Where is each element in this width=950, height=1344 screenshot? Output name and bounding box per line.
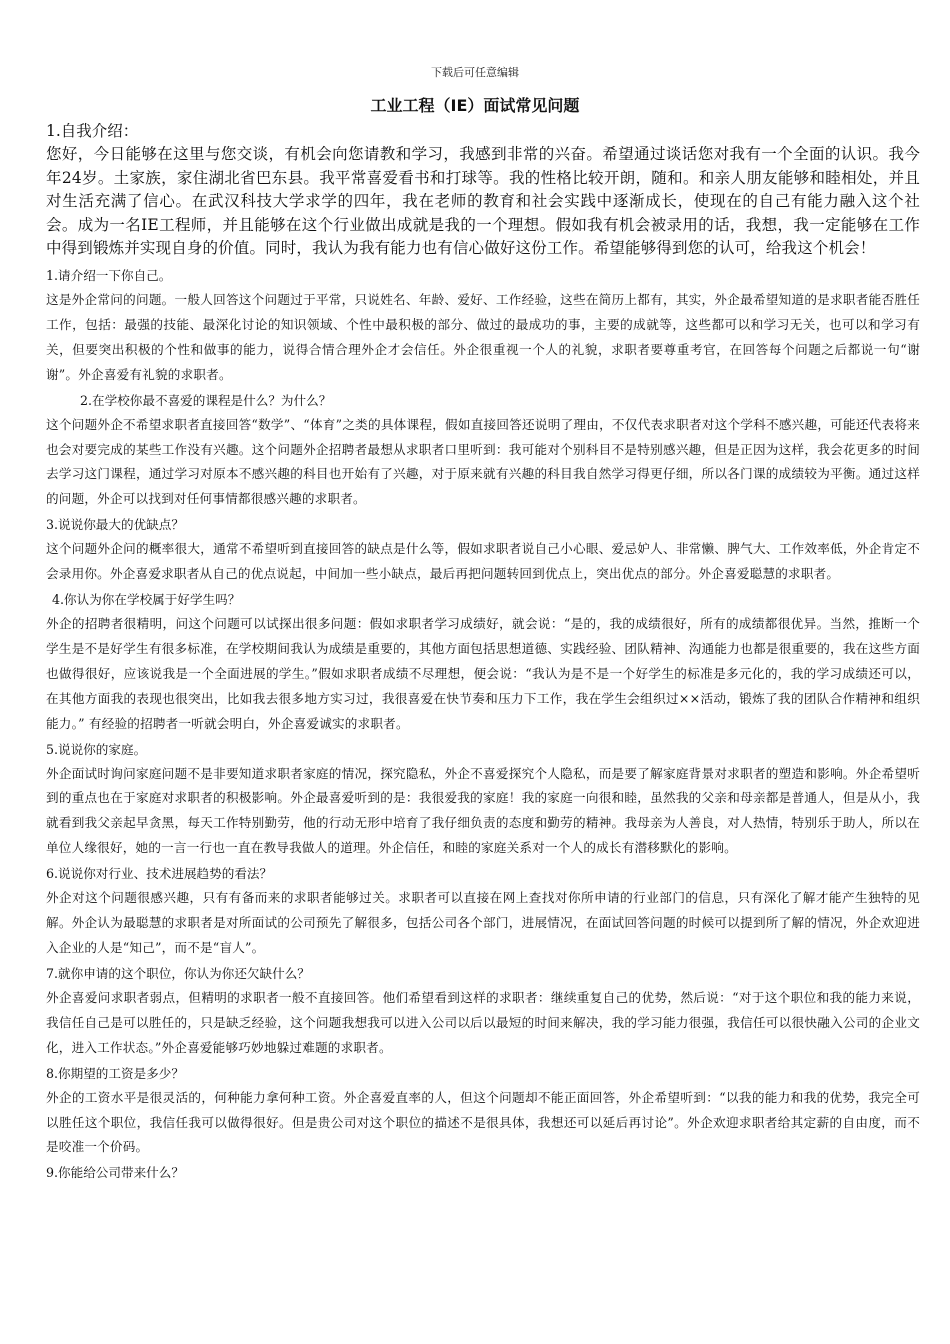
qa-item	[46, 861, 920, 961]
question: 5.说说你的家庭。	[46, 741, 147, 757]
qa-item	[46, 512, 920, 587]
answer: 这个问题外企问的概率很大，通常不希望听到直接回答的缺点是什么等，假如求职者说自己小心眼、爱忌妒人、非常懒、脾气大、工作效率低，外企肯定不会录用你。外企喜爱求职者从自己的优点说起，中间加一些小缺点，最后再把问题转回到优点上，突出优点的部分。外企喜爱聪慧的求职者。	[46, 541, 920, 582]
document-body	[46, 120, 920, 1185]
answer: 外企面试时询问家庭问题不是非要知道求职者家庭的情况，探究隐私，外企不喜爱探究个人隐私，而是要了解家庭背景对求职者的塑造和影响。外企希望听到的重点也在于家庭对求职者的积极影响。外企最喜爱听到的是：我很爱我的家庭！我的家庭一向很和睦，虽然我的父亲和母亲都是普通人，但是从小，我就看到我父亲起早贪黑，每天工作特别勤劳，他的行动无形中培育了我仔细负责的态度和勤劳的精神。我母亲为人善良，对人热情，特别乐于助人，所以在单位人缘很好，她的一言一行也一直在教导我做人的道理。外企信任，和睦的家庭关系对一个人的成长有潜移默化的影响。	[46, 765, 920, 856]
answer: 这是外企常问的问题。一般人回答这个问题过于平常，只说姓名、年龄、爱好、工作经验，这些在简历上都有，其实，外企最希望知道的是求职者能否胜任工作，包括：最强的技能、最深化讨论的知识领域、个性中最积极的部分、做过的最成功的事，主要的成就等，这些都可以和学习无关，也可以和学习有关，但要突出积极的个性和做事的能力，说得合情合理外企才会信任。外企很重视一个人的礼貌，求职者要尊重考官，在回答每个问题之后都说一句“谢谢”。外企喜爱有礼貌的求职者。	[46, 291, 920, 382]
self-introduction-heading: 1.自我介绍：	[46, 122, 139, 140]
qa-item	[46, 388, 920, 513]
qa-item	[46, 961, 920, 1061]
question: 2.在学校你最不喜爱的课程是什么？为什么？	[80, 392, 332, 408]
answer: 外企的招聘者很精明，问这个问题可以试探出很多问题：假如求职者学习成绩好，就会说：“是的，我的成绩很好，所有的成绩都很优异。当然，推断一个学生是不是好学生有很多标准，在学校期间我认为成绩是重要的，其他方面包括思想道德、实践经验、团队精神、沟通能力也都是很重要的，我在这些方面也做得很好，应该说我是一个全面进展的学生。”假如求职者成绩不尽理想，便会说：“我认为是不是一个好学生的标准是多元化的，我的学习成绩还可以，在其他方面我的表现也很突出，比如我去很多地方实习过，我很喜爱在快节奏和压力下工作，我在学生会组织过××活动，锻炼了我的团队合作精神和组织能力。” 有经验的招聘者一听就会明白，外企喜爱诚实的求职者。	[46, 616, 920, 731]
question: 6.说说你对行业、技术进展趋势的看法？	[46, 866, 273, 882]
document-title: 工业工程（IE）面试常见问题	[370, 96, 580, 115]
qa-item	[46, 587, 920, 737]
header-note: 下载后可任意编辑	[431, 66, 519, 79]
question: 7.就你申请的这个职位，你认为你还欠缺什么？	[46, 965, 310, 981]
question: 4.你认为你在学校属于好学生吗？	[52, 592, 241, 608]
answer: 这个问题外企不希望求职者直接回答“数学”、“体育”之类的具体课程，假如直接回答还说明了理由，不仅代表求职者对这个学科不感兴趣，可能还代表将来也会对要完成的某些工作没有兴趣。这个问题外企招聘者最想从求职者口里听到：我可能对个别科目不是特别感兴趣，但是正因为这样，我会花更多的时间去学习这门课程，通过学习对原本不感兴趣的科目也开始有了兴趣，对于原来就有兴趣的科目我自然学习得更仔细，所以各门课的成绩较为平衡。通过这样的问题，外企可以找到对任何事情都很感兴趣的求职者。	[46, 416, 920, 507]
question: 1.请介绍一下你自己。	[46, 267, 172, 283]
answer: 外企喜爱问求职者弱点，但精明的求职者一般不直接回答。他们希望看到这样的求职者：继续重复自己的优势，然后说：“对于这个职位和我的能力来说，我信任自己是可以胜任的，只是缺乏经验，这个问题我想我可以进入公司以后以最短的时间来解决，我的学习能力很强，我信任可以很快融入公司的企业文化，进入工作状态。”外企喜爱能够巧妙地躲过难题的求职者。	[46, 989, 920, 1055]
answer: 外企对这个问题很感兴趣，只有有备而来的求职者能够过关。求职者可以直接在网上查找对你所申请的行业部门的信息，只有深化了解才能产生独特的见解。外企认为最聪慧的求职者是对所面试的公司预先了解很多，包括公司各个部门，进展情况，在面试回答问题的时候可以提到所了解的情况，外企欢迎进入企业的人是“知己”，而不是“盲人”。	[46, 890, 920, 955]
qa-item	[46, 737, 920, 862]
question: 8.你期望的工资是多少？	[46, 1065, 184, 1081]
question: 9.你能给公司带来什么？	[46, 1165, 184, 1181]
answer: 外企的工资水平是很灵活的，何种能力拿何种工资。外企喜爱直率的人，但这个问题却不能正面回答，外企希望听到：“以我的能力和我的优势，我完全可以胜任这个职位，我信任我可以做得很好。但是贵公司对这个职位的描述不是很具体，我想还可以延后再讨论”。外企欢迎求职者给其定薪的自由度，而不是咬准一个价码。	[46, 1089, 920, 1155]
qa-item	[46, 1061, 920, 1161]
qa-item	[46, 263, 920, 388]
self-introduction-section	[46, 120, 920, 261]
qa-item	[46, 1160, 920, 1185]
self-introduction-body: 您好，今日能够在这里与您交谈，有机会向您请教和学习，我感到非常的兴奋。希望通过谈话您对我有一个全面的认识。我今年24岁。土家族，家住湖北省巴东县。我平常喜爱看书和打球等。我的性格比较开朗，随和。和亲人朋友能够和睦相处，并且对生活充满了信心。在武汉科技大学求学的四年，我在老师的教育和社会实践中逐渐成长，使现在的自己有能力融入这个社会。成为一名IE工程师，并且能够在这个行业做出成就是我的一个理想。假如我有机会被录用的话，我想，我一定能够在工作中得到锻炼并实现自身的价值。同时，我认为我有能力也有信心做好这份工作。希望能够得到您的认可，给我这个机会！	[46, 145, 920, 258]
question: 3.说说你最大的优缺点？	[46, 517, 184, 533]
